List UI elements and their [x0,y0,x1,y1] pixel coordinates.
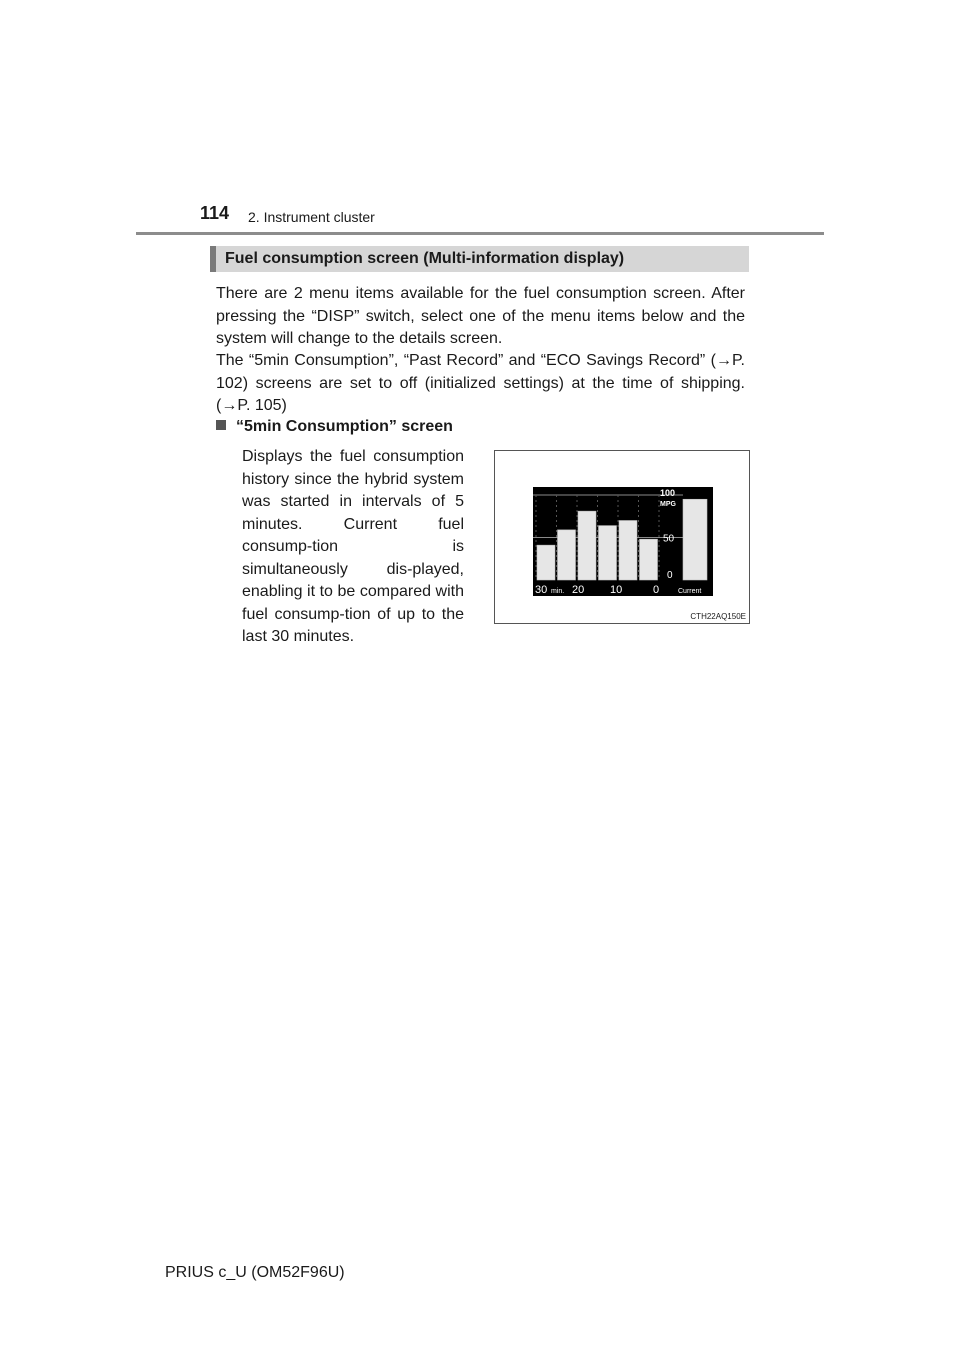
subsection-title: “5min Consumption” screen [236,418,453,435]
paragraph-initial-settings: The “5min Consumption”, “Past Record” and “ECO Savings Record” (→P. 102) screens are set to off (initialized settings) at the time of shipping. (→P. 105) [216,352,745,414]
section-title: 2. Instrument cluster [248,209,375,225]
subsection-body: Displays the fuel consumption history since the hybrid system was started in intervals of 5 minutes. Current fuel consump-tion is simultaneously dis-played, enabling it to be compared with fuel consump-tion of up to the last 30 minutes. [242,448,464,645]
history-bar [619,521,637,581]
heading-bar: Fuel consumption screen (Multi-information display) [210,246,749,272]
history-bar [578,511,596,580]
fuel-consumption-chart [495,451,751,625]
subsection-heading [216,418,453,436]
x-unit-label: min. [551,588,565,595]
header-rule [136,232,824,235]
x-tick-label: 30 [535,584,548,596]
x-tick-label: 0 [653,584,660,596]
figure-box [494,450,750,624]
page-number: 114 [200,203,230,223]
y-tick-label: 0 [667,570,673,581]
x-tick-label: 10 [610,584,623,596]
history-bar [599,526,617,580]
history-bar [537,545,555,580]
figure-code: CTH22AQ150E [690,612,746,621]
x-tick-label: 20 [572,584,585,596]
unit-label: MPG [660,501,676,508]
y-tick-label: 50 [663,533,675,545]
current-bar [683,499,707,580]
square-bullet-icon [216,420,226,430]
footer-model: PRIUS c_U (OM52F96U) [165,1264,345,1281]
current-label: Current [678,588,702,595]
paragraph-intro: There are 2 menu items available for the fuel consumption screen. After pressing the “DISP” switch, select one of the menu items below and the system will change to the details screen. [216,285,745,347]
y-tick-label: 100 [660,488,676,498]
history-bar [558,530,576,580]
history-bar [640,539,658,580]
